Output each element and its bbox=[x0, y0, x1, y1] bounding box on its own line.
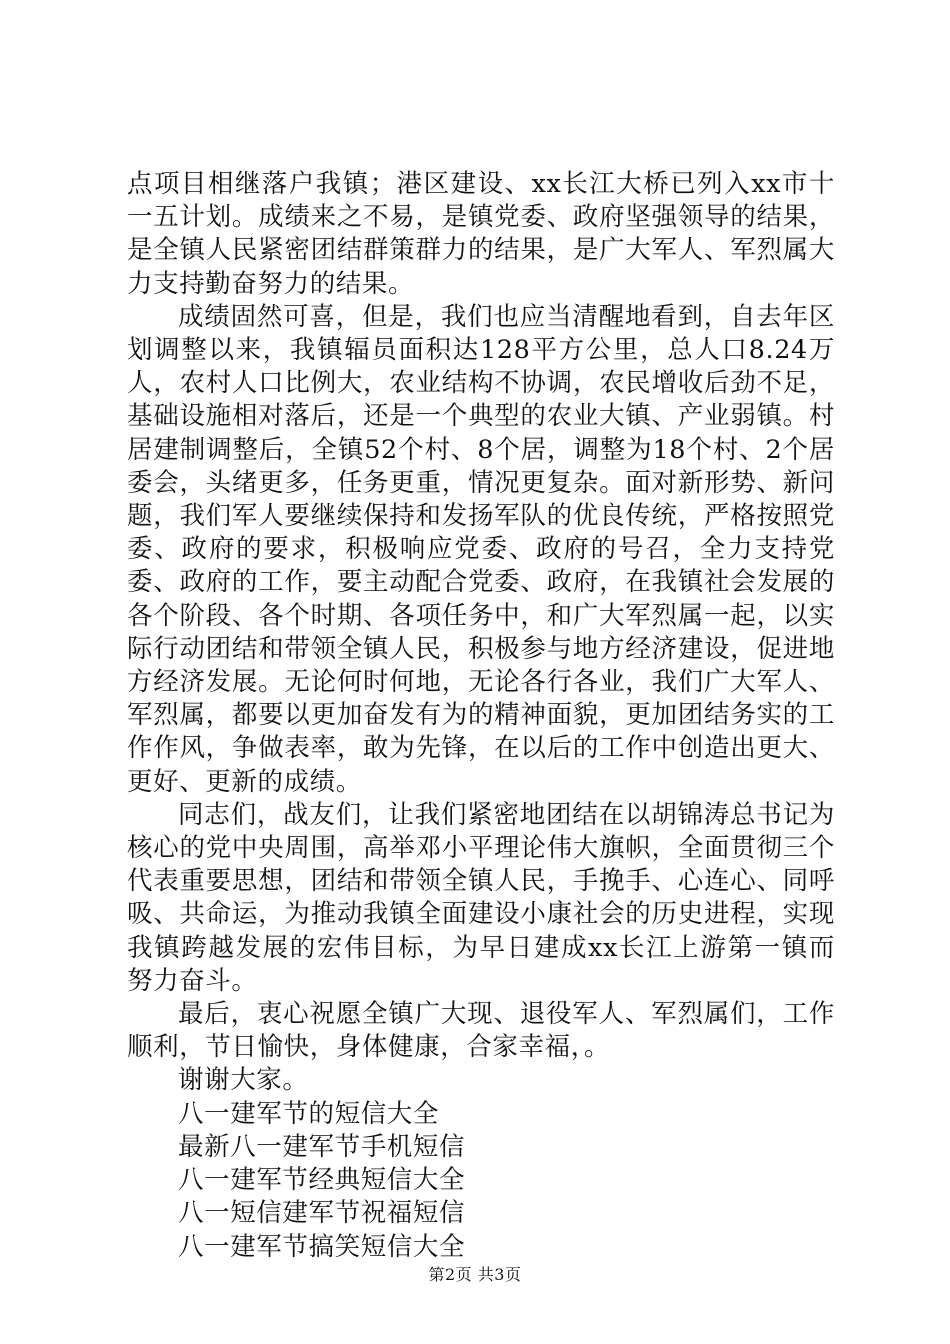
related-link[interactable]: 最新八一建军节手机短信 bbox=[178, 1131, 466, 1162]
paragraph-wishes: 最后，衷心祝愿全镇广大现、退役军人、军烈属们，工作顺利，节日愉快，身体健康，合家幸福，。 bbox=[127, 999, 835, 1063]
paragraph-achievements: 成绩固然可喜，但是，我们也应当清醒地看到，自去年区划调整以来，我镇辐员面积达128平方公里，总人口8.24万人，农村人口比例大，农业结构不协调，农民增收后劲不足，基础设施相对落后，还是一个典型的农业大镇、产业弱镇。村居建制调整后，全镇52个村、8个居，调整为18个村、2个居委会，头绪更多，任务更重，情况更复杂。面对新形势、新问题，我们军人要继续保持和发扬军队的优良传统，严格按照党委、政府的要求，积极响应党委、政府的号召，全力支持党委、政府的工作，要主动配合党委、政府，在我镇社会发展的各个阶段、各个时期、各项任务中，和广大军烈属一起，以实际行动团结和带领全镇人民，积极参与地方经济建设，促进地方经济发展。无论何时何地，无论各行各业，我们广大军人、军烈属，都要以更加奋发有为的精神面貌，更加团结务实的工作作风，争做表率，敢为先锋，在以后的工作中创造出更大、更好、更新的成绩。 bbox=[127, 301, 835, 797]
related-link[interactable]: 八一建军节经典短信大全 bbox=[178, 1165, 466, 1196]
paragraph-call-to-action: 同志们，战友们，让我们紧密地团结在以胡锦涛总书记为核心的党中央周围，高举邓小平理论伟大旗帜，全面贯彻三个代表重要思想，团结和带领全镇人民，手挽手、心连心、同呼吸、共命运，为推动我镇全面建设小康社会的历史进程，实现我镇跨越发展的宏伟目标，为早日建成xx长江上游第一镇而努力奋斗。 bbox=[127, 799, 835, 996]
document-body bbox=[127, 168, 835, 1264]
related-link[interactable]: 八一建军节的短信大全 bbox=[178, 1098, 440, 1129]
related-link[interactable]: 八一建军节搞笑短信大全 bbox=[178, 1231, 466, 1262]
related-link[interactable]: 八一短信建军节祝福短信 bbox=[178, 1198, 466, 1229]
closing-line: 谢谢大家。 bbox=[178, 1065, 309, 1096]
page-number-footer: 第2页 共3页 bbox=[428, 1265, 522, 1284]
paragraph-continued: 点项目相继落户我镇；港区建设、xx长江大桥已列入xx市十一五计划。成绩来之不易，是镇党委、政府坚强领导的结果，是全镇人民紧密团结群策群力的结果，是广大军人、军烈属大力支持勤奋努力的结果。 bbox=[127, 169, 835, 299]
